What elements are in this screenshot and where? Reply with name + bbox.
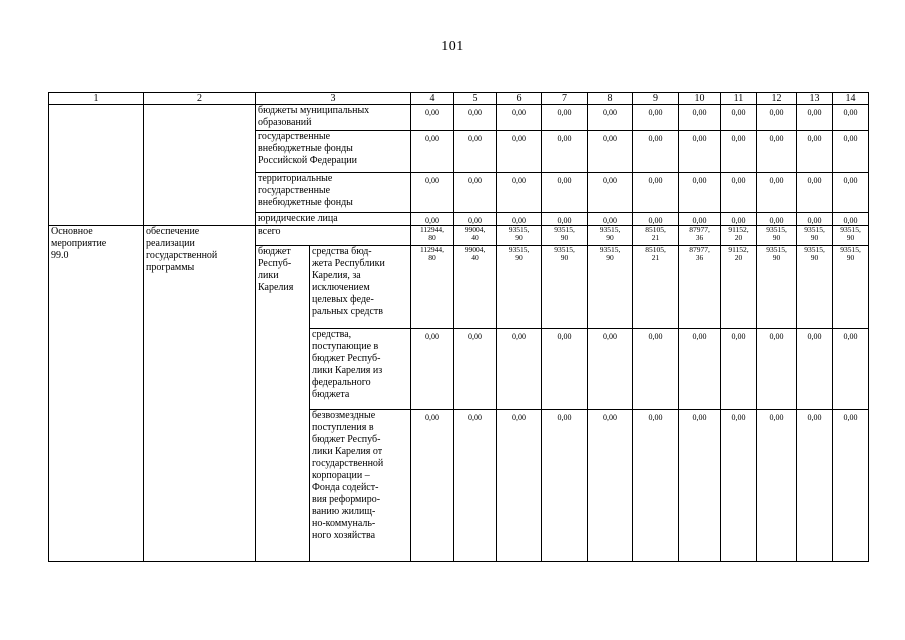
source-label (310, 410, 411, 562)
text-line: 112944, (419, 245, 445, 254)
text-line: 87977, (689, 225, 710, 234)
amount-cell (721, 329, 757, 410)
text-line: образований (258, 117, 312, 128)
amount-cell (797, 131, 833, 173)
text-line: 0,00 (731, 134, 746, 143)
text-line: 0,00 (692, 108, 707, 117)
text-line: 0,00 (807, 216, 822, 225)
column-header: 7 (542, 93, 588, 105)
text-line: государственные (258, 131, 331, 142)
text-line: 0,00 (807, 134, 822, 143)
text-line: Респуб- (258, 258, 292, 269)
text-line: 21 (651, 253, 660, 262)
table-row-municipal (49, 105, 869, 131)
amount-cell (679, 173, 721, 213)
text-line: но-коммуналь- (312, 518, 376, 529)
text-line: 40 (471, 233, 479, 242)
text-line: 36 (695, 233, 704, 242)
amount-cell (542, 246, 588, 329)
text-line: 93515, (554, 245, 575, 254)
text-line: 36 (695, 253, 704, 262)
blank-cell (144, 105, 256, 226)
amount-cell (833, 213, 869, 226)
text-line: 0,00 (807, 108, 822, 117)
text-line: 0,00 (807, 413, 822, 422)
amount-cell (757, 173, 797, 213)
text-line: 90 (846, 253, 855, 262)
text-line: 0,00 (603, 332, 617, 341)
text-line: 93515, (804, 245, 825, 254)
amount-cell (411, 329, 454, 410)
text-line: 0,00 (731, 216, 746, 225)
text-line: 40 (471, 253, 479, 262)
text-line: 0,00 (557, 108, 572, 117)
text-line: 20 (734, 253, 743, 262)
text-line: 21 (651, 233, 660, 242)
text-line: 0,00 (648, 413, 663, 422)
amount-cell (497, 105, 542, 131)
text-line: 0,00 (692, 216, 707, 225)
amount-cell (588, 173, 633, 213)
text-line: 0,00 (557, 216, 572, 225)
text-line: 99004, (464, 245, 486, 254)
text-line: Карелия (258, 282, 294, 293)
source-label (256, 226, 411, 246)
source-label (256, 105, 411, 131)
amount-cell (797, 226, 833, 246)
column-header: 10 (679, 93, 721, 105)
amount-cell (679, 410, 721, 562)
text-line: 0,00 (843, 413, 858, 422)
text-line: 90 (810, 253, 819, 262)
amount-cell (542, 410, 588, 562)
text-line: 90 (606, 233, 614, 242)
text-line: 0,00 (769, 413, 784, 422)
amount-cell (542, 213, 588, 226)
column-header: 14 (833, 93, 869, 105)
source-label (310, 246, 411, 329)
text-line: 0,00 (731, 108, 746, 117)
amount-cell (454, 105, 497, 131)
text-line: 0,00 (603, 108, 617, 117)
activity-description (144, 226, 256, 562)
text-line: Карелия, за (312, 270, 361, 281)
amount-cell (588, 410, 633, 562)
text-line: 90 (846, 233, 855, 242)
amount-cell (497, 213, 542, 226)
amount-cell (588, 246, 633, 329)
amount-cell (833, 329, 869, 410)
text-line: 0,00 (425, 216, 439, 225)
text-line: территориальные (258, 173, 333, 184)
text-line: 0,00 (512, 332, 526, 341)
amount-cell (411, 105, 454, 131)
text-line: 90 (560, 233, 569, 242)
column-header: 1 (49, 93, 144, 105)
text-line: 0,00 (807, 176, 822, 185)
text-line: 0,00 (843, 176, 858, 185)
amount-cell (588, 131, 633, 173)
text-line: 80 (428, 233, 436, 242)
amount-cell (497, 173, 542, 213)
amount-cell (588, 105, 633, 131)
amount-cell (454, 410, 497, 562)
text-line: 0,00 (692, 332, 707, 341)
amount-cell (721, 226, 757, 246)
text-line: 0,00 (425, 134, 439, 143)
text-line: 80 (428, 253, 436, 262)
amount-cell (797, 410, 833, 562)
text-line: 99.0 (51, 250, 69, 261)
amount-cell (542, 226, 588, 246)
text-line: 0,00 (731, 176, 746, 185)
text-line: 85105, (645, 225, 666, 234)
text-line: 90 (515, 253, 523, 262)
amount-cell (797, 173, 833, 213)
text-line: 112944, (419, 225, 445, 234)
amount-cell (833, 226, 869, 246)
amount-cell (633, 246, 679, 329)
text-line: 0,00 (769, 108, 784, 117)
text-line: 20 (734, 233, 743, 242)
amount-cell (497, 246, 542, 329)
amount-cell (588, 213, 633, 226)
text-line: реализации (146, 238, 195, 249)
text-line: 0,00 (648, 108, 663, 117)
column-header: 9 (633, 93, 679, 105)
column-header: 2 (144, 93, 256, 105)
text-line: внебюджетные фонды (258, 143, 353, 154)
text-line: средства бюд- (312, 246, 372, 257)
text-line: жета Республики (312, 258, 385, 269)
text-line: 0,00 (648, 134, 663, 143)
text-line: 0,00 (557, 413, 572, 422)
column-header: 5 (454, 93, 497, 105)
text-line: 0,00 (769, 176, 784, 185)
text-line: 0,00 (603, 176, 617, 185)
text-line: ного хозяйства (312, 530, 376, 541)
amount-cell (833, 173, 869, 213)
text-line: 0,00 (468, 134, 482, 143)
text-line: 93515, (554, 225, 575, 234)
amount-cell (542, 131, 588, 173)
amount-cell (497, 226, 542, 246)
text-line: 0,00 (468, 413, 482, 422)
blank-cell (49, 105, 144, 226)
column-header: 13 (797, 93, 833, 105)
amount-cell (411, 213, 454, 226)
amount-cell (679, 226, 721, 246)
text-line: бюджет Респуб- (312, 353, 381, 364)
text-line: целевых феде- (312, 294, 374, 305)
text-line: средства, (312, 329, 352, 340)
amount-cell (454, 131, 497, 173)
text-line: 0,00 (843, 332, 858, 341)
text-line: 0,00 (512, 413, 526, 422)
text-line: 93515, (804, 225, 825, 234)
text-line: 0,00 (603, 216, 617, 225)
text-line: 0,00 (512, 176, 526, 185)
column-header: 8 (588, 93, 633, 105)
amount-cell (757, 213, 797, 226)
amount-cell (542, 329, 588, 410)
text-line: бюджеты муниципальных (258, 105, 370, 116)
amount-cell (679, 105, 721, 131)
source-label (256, 173, 411, 213)
amount-cell (497, 329, 542, 410)
text-line: 91152, (728, 245, 749, 254)
text-line: 93515, (599, 225, 621, 234)
text-line: государственные (258, 185, 331, 196)
source-label (256, 213, 411, 226)
amount-cell (454, 329, 497, 410)
text-line: бюджета (312, 389, 350, 400)
amount-cell (721, 131, 757, 173)
amount-cell (411, 410, 454, 562)
text-line: 0,00 (425, 413, 439, 422)
amount-cell (797, 246, 833, 329)
text-line: исключением (312, 282, 370, 293)
text-line: 0,00 (557, 332, 572, 341)
text-line: государственной (312, 458, 384, 469)
text-line: 0,00 (807, 332, 822, 341)
text-line: 0,00 (769, 134, 784, 143)
text-line: 0,00 (557, 134, 572, 143)
text-line: 0,00 (512, 108, 526, 117)
text-line: обеспечение (146, 226, 200, 237)
text-line: 0,00 (843, 108, 858, 117)
text-line: государственной (146, 250, 218, 261)
text-line: 93515, (766, 245, 787, 254)
amount-cell (633, 226, 679, 246)
text-line: 0,00 (468, 216, 482, 225)
text-line: бюджет Респуб- (312, 434, 381, 445)
amount-cell (757, 226, 797, 246)
text-line: 0,00 (512, 134, 526, 143)
amount-cell (833, 410, 869, 562)
amount-cell (679, 131, 721, 173)
text-line: 87977, (689, 245, 710, 254)
text-line: 0,00 (769, 332, 784, 341)
text-line: 0,00 (648, 332, 663, 341)
text-line: 0,00 (731, 332, 746, 341)
page-number: 101 (441, 39, 464, 54)
text-line: 0,00 (603, 413, 617, 422)
column-header: 11 (721, 93, 757, 105)
amount-cell (797, 329, 833, 410)
amount-cell (411, 131, 454, 173)
amount-cell (721, 105, 757, 131)
amount-cell (757, 329, 797, 410)
text-line: 93515, (599, 245, 621, 254)
column-header: 4 (411, 93, 454, 105)
text-line: 93515, (766, 225, 787, 234)
text-line: вия реформиро- (312, 494, 381, 505)
text-line: 0,00 (468, 176, 482, 185)
amount-cell (411, 226, 454, 246)
activity-name (49, 226, 144, 562)
text-line: 93515, (840, 225, 861, 234)
text-line: лики Карелия от (312, 446, 383, 457)
text-line: 0,00 (648, 176, 663, 185)
amount-cell (721, 246, 757, 329)
text-line: 93515, (840, 245, 861, 254)
text-line: безвозмездные (312, 410, 376, 421)
text-line: 0,00 (648, 216, 663, 225)
amount-cell (454, 226, 497, 246)
amount-cell (633, 131, 679, 173)
amount-cell (721, 213, 757, 226)
amount-cell (633, 329, 679, 410)
text-line: 0,00 (843, 216, 858, 225)
amount-cell (633, 173, 679, 213)
text-line: 0,00 (731, 413, 746, 422)
text-line: 0,00 (557, 176, 572, 185)
amount-cell (454, 246, 497, 329)
text-line: 0,00 (468, 108, 482, 117)
text-line: 0,00 (468, 332, 482, 341)
amount-cell (542, 173, 588, 213)
amount-cell (588, 329, 633, 410)
table-row-total (49, 226, 869, 246)
amount-cell (757, 246, 797, 329)
text-line: 0,00 (512, 216, 526, 225)
text-line: всего (258, 226, 281, 237)
source-label (256, 131, 411, 173)
text-line: поступающие в (312, 341, 379, 352)
text-line: 0,00 (692, 134, 707, 143)
text-line: юридические лица (258, 213, 338, 224)
amount-cell (411, 246, 454, 329)
text-line: 90 (606, 253, 614, 262)
text-line: 90 (515, 233, 523, 242)
column-header: 12 (757, 93, 797, 105)
text-line: программы (146, 262, 195, 273)
text-line: 0,00 (692, 176, 707, 185)
text-line: 99004, (464, 225, 486, 234)
text-line: 91152, (728, 225, 749, 234)
amount-cell (721, 173, 757, 213)
amount-cell (588, 226, 633, 246)
text-line: корпорации – (312, 470, 370, 481)
budget-group-label (256, 246, 310, 562)
amount-cell (757, 410, 797, 562)
text-line: 93515, (508, 245, 530, 254)
amount-cell (454, 173, 497, 213)
text-line: Основное (51, 226, 93, 237)
amount-cell (633, 213, 679, 226)
amount-cell (497, 410, 542, 562)
amount-cell (721, 410, 757, 562)
amount-cell (757, 131, 797, 173)
text-line: внебюджетные фонды (258, 197, 353, 208)
text-line: 90 (772, 253, 781, 262)
text-line: 0,00 (425, 176, 439, 185)
text-line: лики (258, 270, 279, 281)
text-line: 0,00 (843, 134, 858, 143)
amount-cell (497, 131, 542, 173)
program-financing-table (48, 92, 869, 562)
text-line: мероприятие (51, 238, 107, 249)
amount-cell (833, 246, 869, 329)
source-label (310, 329, 411, 410)
text-line: 93515, (508, 225, 530, 234)
amount-cell (633, 410, 679, 562)
text-line: бюджет (258, 246, 291, 257)
text-line: 0,00 (692, 413, 707, 422)
text-line: 0,00 (769, 216, 784, 225)
amount-cell (411, 173, 454, 213)
amount-cell (454, 213, 497, 226)
text-line: ральных средств (312, 306, 384, 317)
amount-cell (797, 105, 833, 131)
amount-cell (679, 329, 721, 410)
column-header: 3 (256, 93, 411, 105)
text-line: 90 (560, 253, 569, 262)
text-line: 0,00 (425, 108, 439, 117)
text-line: Российской Федерации (258, 155, 358, 166)
text-line: Фонда содейст- (312, 482, 379, 493)
text-line: 0,00 (425, 332, 439, 341)
text-line: 0,00 (603, 134, 617, 143)
amount-cell (679, 246, 721, 329)
amount-cell (833, 131, 869, 173)
column-header: 6 (497, 93, 542, 105)
text-line: ванию жилищ- (312, 506, 376, 517)
text-line: 90 (772, 233, 781, 242)
column-number-row (49, 93, 869, 105)
amount-cell (757, 105, 797, 131)
amount-cell (833, 105, 869, 131)
amount-cell (542, 105, 588, 131)
amount-cell (633, 105, 679, 131)
text-line: лики Карелия из (312, 365, 383, 376)
text-line: федерального (312, 377, 371, 388)
amount-cell (797, 213, 833, 226)
text-line: 85105, (645, 245, 666, 254)
text-line: 90 (810, 233, 819, 242)
text-line: поступления в (312, 422, 374, 433)
amount-cell (679, 213, 721, 226)
